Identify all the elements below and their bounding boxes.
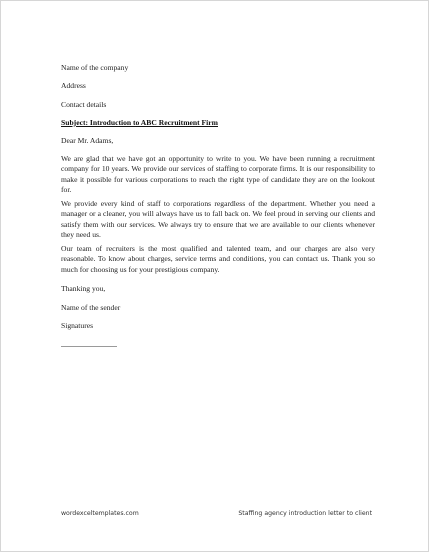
sender-name: Name of the sender — [61, 303, 121, 312]
body-paragraph-3: Our team of recruiters is the most qualified and talented team, and our charges are also very reasonable. To know about charges, service terms and conditions, you can contact us. Thank you so much for choosing us for your prestigious company. — [61, 244, 375, 274]
footer-website: wordexceltemplates.com — [61, 510, 139, 517]
footer-document-title: Staffing agency introduction letter to client — [238, 510, 372, 517]
body-paragraph-2: We provide every kind of staff to corporations regardless of the department. Whether you need a manager or a cleaner, you will always have us to fall back on. We feel proud in serving our clients and satisfy them with our services. We always try to ensure that we are available to our clients whenever they need us. — [61, 199, 375, 239]
contact-details: Contact details — [61, 100, 107, 109]
company-name: Name of the company — [61, 63, 129, 72]
salutation: Dear Mr. Adams, — [61, 136, 114, 145]
body-paragraph-1: We are glad that we have got an opportunity to write to you. We have been running a recruitment company for 10 years. We provide our services of staffing to corporate firms. It is our responsibility to make it possible for various corporations to reach the right type of candidate they are on the lookout for. — [61, 154, 375, 194]
closing-line: Thanking you, — [61, 284, 106, 293]
letter-subject: Subject: Introduction to ABC Recruitment Firm — [61, 118, 218, 127]
signature-line — [61, 346, 117, 347]
signature-label: Signatures — [61, 321, 94, 330]
company-address: Address — [61, 81, 86, 90]
